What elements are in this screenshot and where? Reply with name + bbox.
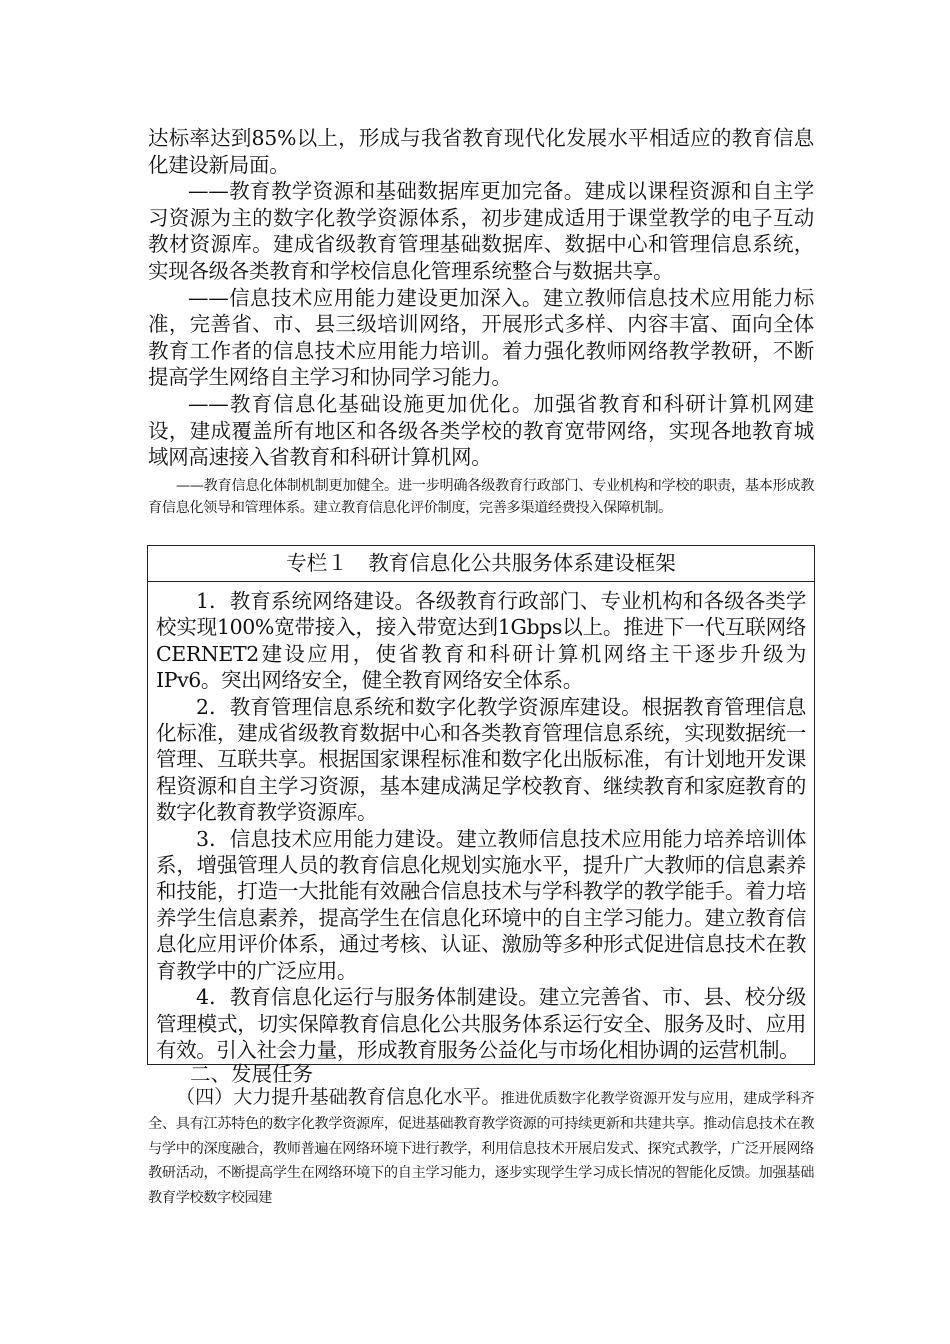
- intro-paragraph-1: 达标率达到85%以上，形成与我省教育现代化发展水平相适应的教育信息化建设新局面。: [148, 126, 814, 177]
- section-heading: 二、发展任务: [190, 1062, 313, 1086]
- framework-item-2: 2．教育管理信息系统和数字化教学资源库建设。根据教育管理信息化标准，建成省级教育数据中心和各类教育管理信息系统，实现数据统一管理、互联共享。根据国家课程标准和数字化出版标准，有计划地开发课程资源和自主学习资源，基本建成满足学校教育、继续教育和家庭教育的数字化教育教学资源库。: [156, 694, 806, 825]
- intro-paragraph-3: ——信息技术应用能力建设更加深入。建立教师信息技术应用能力标准，完善省、市、县三级培训网络，开展形式多样、内容丰富、面向全体教育工作者的信息技术应用能力培训。着力强化教师网络教学教研，不断提高学生网络自主学习和协同学习能力。: [148, 285, 814, 390]
- task-lead: （四）大力提升基础教育信息化水平。: [176, 1086, 501, 1108]
- intro-section: [148, 125, 814, 471]
- framework-item-3: 3．信息技术应用能力建设。建立教师信息技术应用能力培养培训体系，增强管理人员的教育信息化规划实施水平，提升广大教师的信息素养和技能，打造一大批能有效融合信息技术与学科教学的教学能手。着力培养学生信息素养，提高学生在信息化环境中的自主学习能力。建立教育信息化应用评价体系，通过考核、认证、激励等多种形式促进信息技术在教育教学中的广泛应用。: [156, 826, 806, 983]
- mechanism-paragraph: ——教育信息化体制机制更加健全。进一步明确各级教育行政部门、专业机构和学校的职责，基本形成教育信息化领导和管理体系。建立教育信息化评价制度，完善多渠道经费投入保障机制。: [148, 478, 814, 517]
- task-paragraph: [148, 1085, 814, 1211]
- framework-item-4: 4．教育信息化运行与服务体制建设。建立完善省、市、县、校分级管理模式，切实保障教育信息化公共服务体系运行安全、服务及时、应用有效。引入社会力量，形成教育服务公益化与市场化相协调的运营机制。: [156, 985, 806, 1062]
- framework-box-title: 专栏１ 教育信息化公共服务体系建设框架: [148, 546, 814, 582]
- intro-paragraph-2: ——教育教学资源和基础数据库更加完备。建成以课程资源和自主学习资源为主的数字化教学资源体系，初步建成适用于课堂教学的电子互动教材资源库。建成省级教育管理基础数据库、数据中心和管理信息系统，实现各级各类教育和学校信息化管理系统整合与数据共享。: [148, 179, 814, 283]
- intro-paragraph-4: ——教育信息化基础设施更加优化。加强省教育和科研计算机网建设，建成覆盖所有地区和各级各类学校的教育宽带网络，实现各地教育城域网高速接入省教育和科研计算机网。: [148, 391, 814, 470]
- framework-box: [147, 545, 815, 1065]
- mechanism-section: [148, 475, 814, 519]
- framework-box-body: [148, 582, 814, 1064]
- framework-item-1: 1．教育系统网络建设。各级教育行政部门、专业机构和各级各类学校实现100%宽带接入，接入带宽达到1Gbps以上。推进下一代互联网络CERNET2建设应用，使省教育和科研计算机网络主干逐步升级为IPv6。突出网络安全，健全教育网络安全体系。: [156, 589, 806, 693]
- task-text: 推进优质数字化教学资源开发与应用，建成学科齐全、具有江苏特色的数字化教学资源库，促进基础教育教学资源的可持续更新和共建共享。推动信息技术在教与学中的深度融合，教师普遍在网络环境下进行教学，利用信息技术开展启发式、探究式教学，广泛开展网络教研活动，不断提高学生在网络环境下的自主学习能力，逐步实现学生学习成长情况的智能化反馈。加强基础教育学校数字校园建: [148, 1091, 815, 1207]
